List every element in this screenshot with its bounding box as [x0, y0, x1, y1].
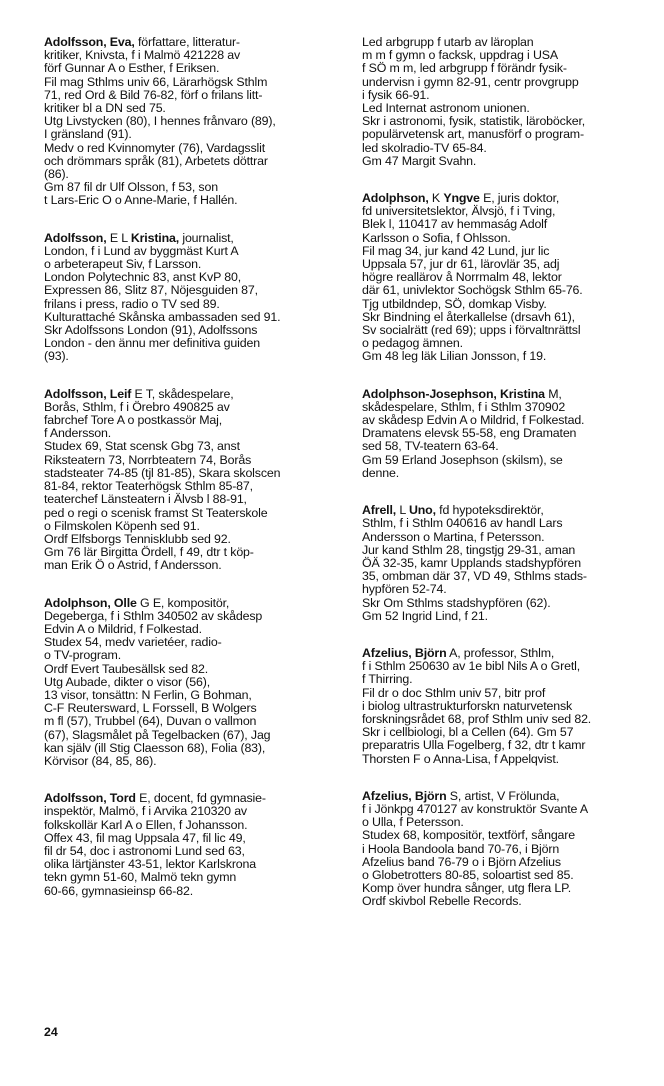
- entry-text-line: Gm 76 lär Birgitta Ördell, f 49, dtr t köp-: [44, 545, 254, 560]
- entry-first-line: [362, 388, 660, 401]
- entry-text-line: Utg Livstycken (80), I hennes frånvaro (89),: [44, 114, 276, 129]
- entry-text-line: teaterchef Länsteatern i Älvsb l 88-91,: [44, 492, 247, 507]
- entry-text-line: f i Jönkpg 470127 av konstruktör Svante A: [362, 801, 588, 816]
- page-number: 24: [44, 1025, 58, 1039]
- entry-text-line: f SÖ m m, led arbgrupp f förändr fysik-: [362, 61, 567, 76]
- entry-text-line: Skr i cellbiologi, bl a Cellen (64). Gm 57: [362, 725, 574, 740]
- entry-intro-text: E, docent, fd gymnasie-: [135, 791, 266, 806]
- entry-text-line: Jur kand Sthlm 28, tingstjg 29-31, aman: [362, 542, 576, 557]
- entry-text-line: i Hoola Bandoola band 70-76, i Björn: [362, 841, 560, 856]
- entry-intro-text: E T, skådespelare,: [131, 386, 234, 401]
- entry-text-line: o Ulla, f Petersson.: [362, 815, 464, 830]
- entry-text-line: Fil dr o doc Sthlm univ 57, bitr prof: [362, 685, 546, 700]
- entry-intro-text: Led arbgrupp f utarb av läroplan: [362, 35, 534, 49]
- entry-text-line: Degeberga, f i Sthlm 340502 av skådesp: [44, 608, 263, 623]
- entry-text-line: m m f gymn o facksk, uppdrag i USA: [362, 48, 558, 63]
- entry-text-line: forskningsrådet 68, prof Sthlm univ sed 82.: [362, 711, 592, 726]
- entry-text-line: led skolradio-TV 65-84.: [362, 140, 487, 155]
- entry-text-line: förf Gunnar A o Esther, f Eriksen.: [44, 61, 220, 76]
- directory-entry: [362, 647, 660, 766]
- entry-text-line: Studex 69, Stat scensk Gbg 73, anst: [44, 439, 240, 454]
- entry-text-line: Riksteatern 73, Norrbteatern 74, Borås: [44, 452, 252, 467]
- directory-entry: [44, 792, 332, 898]
- entry-text-line: London Polytechnic 83, anst KvP 80,: [44, 270, 242, 285]
- entry-text-line: 81-84, rektor Teaterhögsk Sthlm 85-87,: [44, 479, 253, 494]
- entry-text-line: av skådesp Edvin A o Mildrid, f Folkestad.: [362, 413, 585, 428]
- entry-text-line: man Erik Ö o Astrid, f Andersson.: [44, 558, 222, 573]
- entry-name: Adolfsson,: [44, 230, 107, 245]
- entry-given-name: Uno,: [408, 503, 436, 518]
- entry-text-line: Gm 47 Margit Svahn.: [362, 153, 477, 168]
- entry-text-line: stadsteater 74-85 (tjl 81-85), Skara skolscen: [44, 465, 281, 480]
- entry-text-line: fabrchef Tore A o postkassör Maj,: [44, 413, 223, 428]
- entry-text-line: skådespelare, Sthlm, f i Sthlm 370902: [362, 399, 566, 414]
- entry-text-line: o TV-program.: [44, 648, 122, 663]
- entry-first-line: [44, 232, 332, 245]
- entry-text-line: olika lärtjänster 43-51, lektor Karlskrona: [44, 857, 257, 872]
- entry-text-line: Ordf Evert Taubesällsk sed 82.: [44, 661, 209, 676]
- directory-entry: [44, 597, 332, 769]
- entry-first-line: [44, 597, 332, 610]
- entry-text-line: Gm 48 leg läk Lilian Jonsson, f 19.: [362, 349, 547, 364]
- entry-text-line: frilans i press, radio o TV sed 89.: [44, 296, 220, 311]
- entry-text-line: Studex 68, kompositör, textförf, sångare: [362, 828, 576, 843]
- entry-text-line: (67), Slagsmålet på Tegelbacken (67), Jag: [44, 727, 271, 742]
- directory-entry: [362, 388, 660, 480]
- entry-text-line: Gm 59 Erland Josephson (skilsm), se: [362, 452, 563, 467]
- entry-text-line: i biolog ultrastrukturforskn naturvetensk: [362, 698, 573, 713]
- entry-intro-text: S, artist, V Frölunda,: [446, 788, 560, 803]
- entry-text-line: Kulturattaché Skånska ambassaden sed 91.: [44, 309, 281, 324]
- entry-first-line: [44, 388, 332, 401]
- entry-text-line: populärvetensk art, manusförf o program-: [362, 127, 584, 142]
- entry-text-line: Fil mag Sthlms univ 66, Lärarhögsk Sthlm: [44, 74, 268, 89]
- entry-given-name: Yngve: [443, 191, 480, 206]
- entry-text-line: t Lars-Eric O o Anne-Marie, f Hallén.: [44, 193, 238, 208]
- entry-text-line: f Andersson.: [44, 426, 112, 441]
- entry-text-line: o Globetrotters 80-85, soloartist sed 85.: [362, 867, 574, 882]
- entry-text-line: London - den ännu mer definitiva guiden: [44, 336, 260, 351]
- entry-text-line: undervisn i gymn 82-91, centr provgrupp: [362, 74, 579, 89]
- entry-text-line: Led Internat astronom unionen.: [362, 101, 530, 116]
- entry-text-line: Dramatens elevsk 55-58, eng Dramaten: [362, 426, 577, 441]
- entry-name: Adolfsson, Leif: [44, 386, 132, 401]
- entry-text-line: tekn gymn 51-60, Malmö tekn gymn: [44, 870, 237, 885]
- entry-text-line: 13 visor, tonsättn: N Ferlin, G Bohman,: [44, 687, 252, 702]
- entry-intro-text: journalist,: [179, 230, 234, 245]
- directory-entry: [362, 504, 660, 623]
- entry-text-line: Fil mag 34, jur kand 42 Lund, jur lic: [362, 243, 550, 258]
- entry-name: Adolfsson, Eva,: [44, 35, 135, 49]
- entry-text-line: Afzelius band 76-79 o i Björn Afzelius: [362, 854, 561, 869]
- entry-text-line: Edvin A o Mildrid, f Folkestad.: [44, 621, 202, 636]
- entry-text-line: o arbeterapeut Siv, f Larsson.: [44, 257, 202, 272]
- directory-entry: [44, 232, 332, 364]
- entry-initials: E L: [106, 230, 131, 245]
- entry-text-line: Karlsson o Sofia, f Ohlsson.: [362, 230, 511, 245]
- entry-text-line: där 61, univlektor Sochögsk Sthlm 65-76.: [362, 283, 583, 298]
- entry-name: Adolphson,: [362, 191, 429, 206]
- entry-initials: K: [428, 191, 444, 206]
- entry-text-line: Offex 43, fil mag Uppsala 47, fil lic 49,: [44, 830, 246, 845]
- entry-text-line: Medv o red Kvinnomyter (76), Vardagsslit: [44, 140, 266, 155]
- entry-text-line: Skr Bindning el återkallelse (drsavh 61),: [362, 309, 575, 324]
- entry-text-line: I gränsland (91).: [44, 127, 132, 142]
- right-column: [362, 36, 660, 933]
- entry-intro-text: författare, litteratur-: [134, 35, 240, 49]
- directory-entry: [362, 192, 660, 364]
- entry-text-line: C-F Reutersward, L Forssell, B Wolgers: [44, 701, 257, 716]
- entry-text-line: o pedagog ämnen.: [362, 336, 463, 351]
- entry-text-line: Sthlm, f i Sthlm 040616 av handl Lars: [362, 516, 563, 531]
- entry-text-line: London, f i Lund av byggmäst Kurt A: [44, 243, 239, 258]
- entry-text-line: Utg Aubade, dikter o visor (56),: [44, 674, 211, 689]
- entry-text-line: Ordf skivbol Rebelle Records.: [362, 894, 522, 909]
- directory-entry: [44, 388, 332, 573]
- entry-text-line: (86).: [44, 167, 69, 182]
- entry-text-line: Ordf Elfsborgs Tennisklubb sed 92.: [44, 531, 231, 546]
- entry-text-line: o Filmskolen Köpenh sed 91.: [44, 518, 200, 533]
- entry-text-line: (93).: [44, 349, 69, 364]
- entry-text-line: Skr i astronomi, fysik, statistik, läroböcker,: [362, 114, 586, 129]
- entry-name: Afzelius, Björn: [362, 788, 447, 803]
- entry-intro-text: E, juris doktor,: [479, 191, 560, 206]
- entry-text-line: folkskollär Karl A o Ellen, f Johansson.: [44, 817, 248, 832]
- entry-text-line: Thorsten F o Anna-Lisa, f Appelqvist.: [362, 751, 559, 766]
- entry-intro-text: G E, kompositör,: [136, 595, 230, 610]
- entry-text-line: Blek l, 110417 av hemmaság Adolf: [362, 217, 548, 232]
- entry-first-line: [362, 790, 660, 803]
- entry-text-line: fd universitetslektor, Älvsjö, f i Tving,: [362, 204, 556, 219]
- entry-text-line: Expressen 86, Slitz 87, Nöjesguiden 87,: [44, 283, 258, 298]
- entry-text-line: Gm 87 fil dr Ulf Olsson, f 53, son: [44, 180, 218, 195]
- entry-text-line: f Thirring.: [362, 672, 413, 687]
- entry-given-name: Kristina,: [130, 230, 180, 245]
- entry-text-line: Borås, Sthlm, f i Örebro 490825 av: [44, 399, 230, 414]
- entry-text-line: kritiker, Knivsta, f i Malmö 421228 av: [44, 48, 241, 63]
- entry-text-line: högre reallärov å Norrmalm 48, lektor: [362, 270, 562, 285]
- entry-text-line: inspektör, Malmö, f i Arvika 210320 av: [44, 804, 247, 819]
- entry-name: Adolfsson, Tord: [44, 791, 136, 806]
- entry-name: Adolphson-Josephson, Kristina: [362, 386, 545, 401]
- entry-text-line: Tjg utbildndep, SÖ, domkap Visby.: [362, 296, 547, 311]
- left-column: [44, 36, 332, 922]
- entry-text-line: Studex 54, medv varietéer, radio-: [44, 635, 222, 650]
- entry-text-line: Körvisor (84, 85, 86).: [44, 753, 157, 768]
- directory-entry: [44, 36, 332, 208]
- entry-name: Afrell,: [362, 503, 397, 518]
- entry-text-line: kritiker bl a DN sed 75.: [44, 101, 166, 116]
- entry-intro-text: A, professor, Sthlm,: [446, 645, 555, 660]
- entry-text-line: 35, ombman där 37, VD 49, Sthlms stads-: [362, 569, 587, 584]
- entry-text-line: Skr Adolfssons London (91), Adolfssons: [44, 323, 258, 338]
- entry-text-line: fil dr 54, doc i astronomi Lund sed 63,: [44, 843, 245, 858]
- entry-text-line: Komp över hundra sånger, utg flera LP.: [362, 881, 571, 896]
- entry-initials: L: [396, 503, 409, 518]
- entry-text-line: Skr Om Sthlms stadshypfören (62).: [362, 595, 551, 610]
- entry-intro-text: M,: [544, 386, 562, 401]
- directory-entry: [362, 36, 660, 168]
- entry-text-line: kan själv (ill Stig Claesson 68), Folia (83),: [44, 740, 266, 755]
- entry-text-line: ÖÄ 32-35, kamr Upplands stadshypfören: [362, 555, 581, 570]
- entry-text-line: sed 58, TV-teatern 63-64.: [362, 439, 499, 454]
- entry-text-line: Sv socialrätt (red 69); upps i förvaltnrättsl: [362, 323, 581, 338]
- entry-text-line: Uppsala 57, jur dr 61, lärovlär 35, adj: [362, 257, 560, 272]
- entry-intro-text: fd hypoteksdirektör,: [435, 503, 544, 518]
- entry-text-line: ped o regi o scenisk framst St Teaterskole: [44, 505, 268, 520]
- directory-entry: [362, 790, 660, 909]
- entry-text-line: f i Sthlm 250630 av 1e bibl Nils A o Gretl,: [362, 659, 581, 674]
- entry-text-line: i fysik 66-91.: [362, 87, 430, 102]
- entry-name: Adolphson, Olle: [44, 595, 137, 610]
- entry-text-line: Gm 52 Ingrid Lind, f 21.: [362, 608, 488, 623]
- entry-text-line: 60-66, gymnasieinsp 66-82.: [44, 883, 194, 898]
- entry-text-line: och drömmars språk (81), Arbetets döttrar: [44, 153, 268, 168]
- entry-text-line: denne.: [362, 465, 399, 480]
- entry-text-line: preparatris Ulla Fogelberg, f 32, dtr t kamr: [362, 738, 586, 753]
- entry-text-line: 71, red Ord & Bild 76-82, förf o frilans litt-: [44, 87, 263, 102]
- entry-name: Afzelius, Björn: [362, 645, 447, 660]
- entry-text-line: Andersson o Martina, f Petersson.: [362, 529, 545, 544]
- entry-text-line: m fl (57), Trubbel (64), Duvan o vallmon: [44, 714, 257, 729]
- entry-text-line: hypfören 52-74.: [362, 582, 447, 597]
